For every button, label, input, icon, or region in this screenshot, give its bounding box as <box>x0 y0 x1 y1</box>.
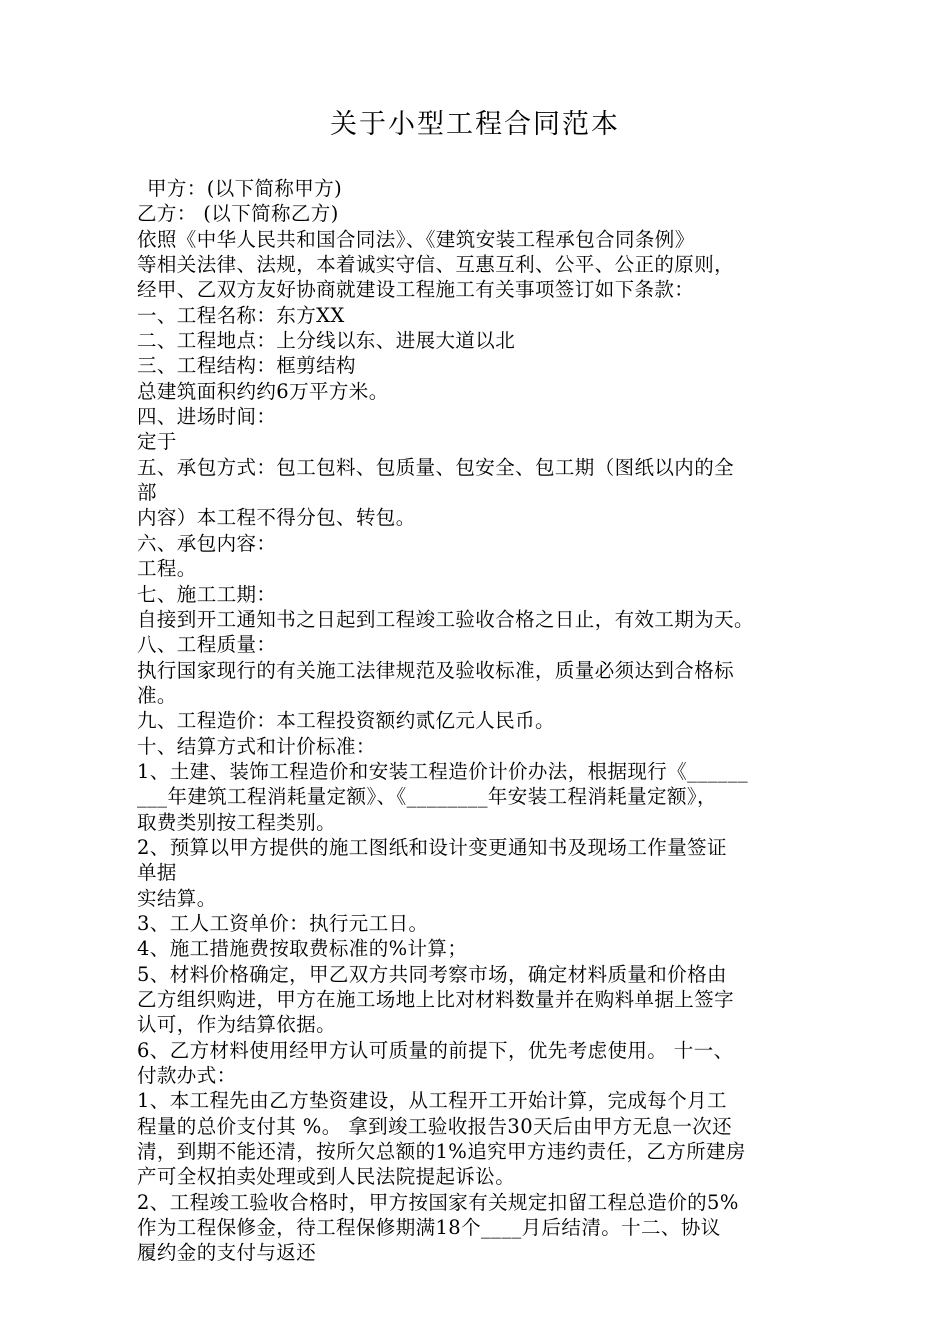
text-line: 取费类别按工程类别。 <box>137 810 337 834</box>
party-a-line: 甲方：(以下简称甲方) <box>147 177 343 200</box>
document-title: 关于小型工程合同范本 <box>330 109 620 140</box>
text-line: 作为工程保修金，待工程保修期满18个____月后结清。十二、协议 <box>137 1216 721 1240</box>
text-line: 总建筑面积约约6万平方米。 <box>137 379 389 403</box>
text-line: 自接到开工通知书之日起到工程竣工验收合格之日止，有效工期为天。 <box>137 607 754 631</box>
text-line: 执行国家现行的有关施工法律规范及验收标准，质量必须达到合格标 <box>137 658 735 682</box>
party-b-line: 乙方： (以下简称乙方) <box>137 202 339 226</box>
text-line: 定于 <box>137 430 177 454</box>
contract-body <box>137 176 827 1266</box>
text-line: 认可，作为结算依据。 <box>137 1013 337 1037</box>
clause-heading: 付款办式： <box>137 1064 237 1088</box>
clause-heading: 二、工程地点：上分线以东、进展大道以北 <box>137 329 516 353</box>
text-line: 工程。 <box>137 557 197 581</box>
text-line: 1、土建、装饰工程造价和安装工程造价计价办法，根据现行《______ <box>137 759 749 783</box>
text-line: 6、乙方材料使用经甲方认可质量的前提下，优先考虑使用。 十一、 <box>137 1038 734 1062</box>
text-line: 程量的总价支付其 %。 拿到竣工验收报告30天后由甲方无息一次还 <box>137 1114 733 1138</box>
text-line: 1、本工程先由乙方垫资建设，从工程开工开始计算，完成每个月工 <box>137 1089 727 1113</box>
text-line: 经甲、乙双方友好协商就建设工程施工有关事项签订如下条款： <box>137 278 695 302</box>
text-line: 产可全权拍卖处理或到人民法院提起诉讼。 <box>137 1165 516 1189</box>
text-line: 清，到期不能还清，按所欠总额的1%追究甲方违约责任，乙方所建房 <box>137 1140 746 1164</box>
text-line: 5、材料价格确定，甲乙双方共同考察市场，确定材料质量和价格由 <box>137 962 727 986</box>
text-line: 2、工程竣工验收合格时，甲方按国家有关规定扣留工程总造价的5% <box>137 1190 739 1214</box>
clause-heading: 十、结算方式和计价标准： <box>137 734 376 758</box>
clause-heading: 六、承包内容： <box>137 531 277 555</box>
clause-heading: 三、工程结构：框剪结构 <box>137 354 356 378</box>
text-line: 2、预算以甲方提供的施工图纸和设计变更通知书及现场工作量签证 <box>137 835 727 859</box>
text-line: 履约金的支付与返还 <box>137 1241 317 1265</box>
clause-heading: 五、承包方式：包工包料、包质量、包安全、包工期（图纸以内的全 <box>137 455 735 479</box>
text-line: 乙方组织购进，甲方在施工场地上比对材料数量并在购料单据上签字 <box>137 988 735 1011</box>
text-line: 单据 <box>137 861 177 885</box>
text-line: 内容）本工程不得分包、转包。 <box>137 506 416 530</box>
clause-heading: 七、施工工期： <box>137 582 277 606</box>
text-line: ___年建筑工程消耗量定额》、《________年安装工程消耗量定额》， <box>137 785 717 809</box>
text-line: 准。 <box>137 683 177 707</box>
clause-heading: 九、工程造价：本工程投资额约贰亿元人民币。 <box>137 709 555 733</box>
text-line: 部 <box>137 481 157 505</box>
text-line: 等相关法律、法规，本着诚实守信、互惠互利、公平、公正的原则， <box>137 253 735 277</box>
clause-heading: 八、工程质量： <box>137 633 277 657</box>
clause-heading: 一、工程名称：东方XX <box>137 303 345 327</box>
text-line: 依照《中华人民共和国合同法》、《建筑安装工程承包合同条例》 <box>137 227 695 251</box>
clause-heading: 四、进场时间： <box>137 405 277 429</box>
text-line: 4、施工措施费按取费标准的%计算； <box>137 937 468 961</box>
text-line: 3、工人工资单价：执行元工日。 <box>137 911 429 935</box>
text-line: 实结算。 <box>137 886 217 910</box>
